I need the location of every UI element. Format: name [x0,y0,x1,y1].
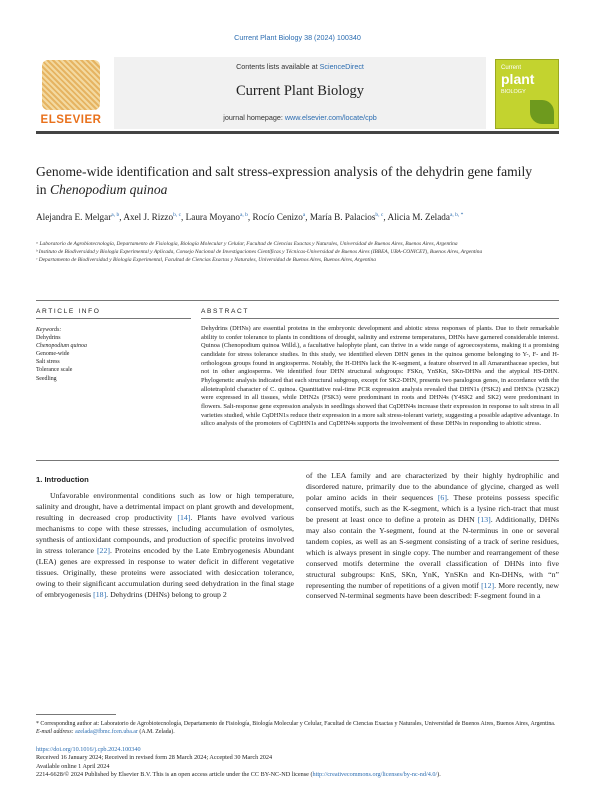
email-suffix: (A.M. Zelada). [137,729,175,736]
affiliation-a: ᵃ Laboratorio de Agrobiotecnología, Departamento de Fisiología, Biología Molecular y Celular, Facultad de Ciencias Exactas y Naturales, Universidad de Buenos Aires, Buenos Aires, Argentina [36,241,458,247]
affiliations [36,240,559,264]
text-run: . More recently, new conserved N-terminal segments have been described: F-segment found in a [306,580,559,601]
keyword: Seedling [36,375,57,382]
author [253,212,310,222]
author [387,212,463,222]
leaf-icon [530,100,554,124]
author-name[interactable]: Alicia M. Zelada [387,212,450,223]
author-affiliation-marks[interactable]: a, b, * [449,212,464,218]
author [310,212,388,222]
intro-paragraph [36,491,294,601]
email-label: E-mail address: [36,729,76,736]
author-separator: , [181,212,186,223]
citation-link[interactable]: [13] [477,514,491,524]
abstract-heading: ABSTRACT [201,308,249,315]
citation-link[interactable]: [6] [437,492,447,502]
author-name[interactable]: Laura Moyano [185,212,240,223]
elsevier-wordmark: ELSEVIER [40,114,102,126]
license-line [36,771,559,779]
abstract-text: Dehydrins (DHNs) are essential proteins in the embryonic development and abiotic stress responses of plants. Due to their remarkable ability to confer tolerance to plants in conditions of drought, salinity and extreme temperatures, DHNs have garnered considerable interest. Quinoa (Chenopodium quinoa Willd.), a facultative halophyte plant, can thrive in a wide range of agroecosystems, making it a promising candidate for stress tolerance studies. In this study, we identified eleven DHN genes in the quinoa genome belonging to Y-, F- and H-orthologous groups found in angiosperms. Notably, the H-DHNs lack the K-segment, a feature observed in all Amaranthaceae species, but not in other angiosperms. We identified four DHN structural subgroups: FSKn, YnSKn, SKn-DHNs and the atypical HS-DHN. Phylogenetic analysis indicated that each structural subgroup, except for SK2-DHN, presents two paralogous genes, in accordance with the allotetraploid character of C. quinoa. Quantitative real-time PCR expression analysis revealed that DHN1s (FSK2) and DHN3s (Y2SK2) were expressed in all tissues, while DHN2s (FSK3) were predominant in roots and DHN4s (Y4SK2 and SK2) were predominant in flowers. Salt-response gene expression analysis in seedlings showed that CqDHN4s increase their expression in response to salt stress in all varieties studied, while CqDHN1s reduce their expression in a more salt stress-tolerant variety, suggesting a possible adaptive advantage. In silico analysis of the promoters of CqDHN1s and CqDHN4s supports the involvement of these DHNs in responding to abiotic stress. [201,325,559,428]
elsevier-tree-icon [42,60,100,110]
author-affiliation-marks[interactable]: b, c [375,212,384,218]
license-prefix: 2214-6628/© 2024 Published by Elsevier B.V. This is an open access article under the CC BY-NC-ND license ( [36,771,313,779]
footnote [36,720,559,737]
keyword: Salt stress [36,359,60,366]
author-affiliation-marks[interactable]: a, b [239,212,248,218]
divider-abstract [201,318,559,319]
keyword: Chenopodium quinoa [36,343,87,350]
cover-text-current: Current [501,65,522,71]
journal-masthead [36,57,559,134]
author [36,212,123,222]
received-dates: Received 16 January 2024; Received in revised form 28 March 2024; Accepted 30 March 2024 [36,754,273,762]
corresponding-author-note: * Corresponding author at: Laboratorio de Agrobiotecnología, Departamento de Fisiología, Biología Molecular y Celular, Facultad de Ciencias Exactas y Naturales, Universidad de Buenos Aires, Buenos Aires, Argentina. [36,721,556,727]
author-separator: , [119,212,124,223]
citation-link[interactable]: [22] [96,545,110,555]
keywords-block [36,326,186,383]
affiliation-c: ᶜ Departamento de Biodiversidad y Biología Experimental, Facultad de Ciencias Exactas y Naturales, Universidad de Buenos Aires, Buenos Aires, Argentina [36,257,376,264]
author-list [36,208,556,224]
elsevier-logo[interactable] [36,57,106,129]
text-run: . Plants have evolved various mechanisms to cope with these stresses, including accumulation of osmolytes, synthesis of antioxidant compounds, and production of specific proteins involved in stress tolerance [36,512,294,555]
text-run: . Additionally, DHNs may also contain the Y-segment, found at the N-terminus in one or several tandem copies, as well as an S-segment consisting of a track of serine residues, which is always present in single copy. The number and rearrangement of these conserved motifs determine the overall classification of DHNs into five structural subgroups: KnS, SKn, YnK, YnSKn and Kn-DHNs, with “n” representing the number of repetitions of a given motif [306,514,559,590]
text-run: . Proteins encoded by the Late Embryogenesis Abundant (LEA) genes are expressed in response to water deficit in different vegetative tissues. Originally, these proteins were associated with desiccation tolerance, owing to their significant accumulation during seed dehydration in the final stage of embryogenesis [36,545,294,599]
author-name[interactable]: María B. Palacios [309,212,376,223]
journal-homepage [114,113,486,122]
author-separator: , [383,212,388,223]
author [123,212,185,222]
author [186,212,253,222]
masthead-center [114,57,486,129]
author-name[interactable]: Axel J. Rizzo [123,212,174,223]
keyword: Genome-wide [36,351,70,358]
author-name[interactable]: Alejandra E. Melgar [36,212,112,223]
keywords-label: Keywords: [36,327,62,333]
section-heading-introduction: 1. Introduction [36,475,89,484]
citation-link[interactable]: [14] [177,512,191,522]
keyword: Dehydrins [36,335,61,342]
article-metadata [36,746,559,780]
license-suffix: ). [437,771,441,779]
divider-top [36,300,559,301]
available-online: Available online 1 April 2024 [36,762,110,770]
author-affiliation-marks[interactable]: a [302,212,306,218]
author-name[interactable]: Rocío Cenizo [252,212,303,223]
keyword: Tolerance scale [36,367,73,374]
article-title-species: Chenopodium quinoa [49,182,168,197]
contents-available [114,62,486,71]
journal-cover-thumbnail[interactable] [495,59,559,129]
article-info-heading: ARTICLE INFO [36,308,101,315]
email-line [36,728,559,736]
license-link[interactable]: http://creativecommons.org/licenses/by-nc-nd/4.0/ [312,771,438,779]
email-link[interactable]: azelada@fbmc.fcen.uba.ar [75,729,138,736]
divider-article-info [36,318,191,319]
sciencedirect-link[interactable]: ScienceDirect [319,62,364,71]
journal-title: Current Plant Biology [235,83,365,99]
body-column-left [36,491,294,601]
homepage-link[interactable]: www.elsevier.com/locate/cpb [284,113,377,122]
footnote-divider [36,714,116,715]
homepage-prefix: journal homepage: [223,113,285,122]
doi-link[interactable]: https://doi.org/10.1016/j.cpb.2024.100340 [36,746,141,753]
contents-prefix: Contents lists available at [236,62,320,71]
text-run: of the LEA family and are characterized by their highly hydrophilic and disordered nature, primarily due to the abundance of glycine, charged as well polar amino acids in their sequences [306,471,559,502]
article-title [36,163,536,199]
affiliation-b: ᵇ Instituto de Biodiversidad y Biología Experimental y Aplicada, Consejo Nacional de Investigaciones Científicas y Técnicas-Universidad de Buenos Aires (IBBEA, UBA-CONICET), Buenos Aires, Argentina [36,249,483,256]
citation-link[interactable]: [18] [93,589,107,599]
author-separator: , [305,212,310,223]
text-run: Unfavorable environmental conditions such as low or high temperature, salinity and drought, have a detrimental impact on plant growth and development, resulting in decreased crop productivity [36,491,294,522]
text-run: . These proteins possess specific conserved motifs, such as the K-segment, which is a lysine rich-tract that must be present at least once to define a protein as DHN [306,492,559,524]
author-separator: , [247,212,253,223]
author-affiliation-marks[interactable]: b, c [173,212,182,218]
article-title-main: Genome-wide identification and salt stress-expression analysis of the dehydrin gene family in [36,164,533,197]
cover-text-plant: plant [501,71,535,87]
text-run: . Dehydrins (DHNs) belong to group 2 [106,589,227,599]
divider-abstract-bottom [36,460,559,461]
cover-text-biology: BIOLOGY [501,89,526,95]
journal-reference[interactable]: Current Plant Biology 38 (2024) 100340 [234,33,361,42]
body-column-right [306,471,559,602]
intro-paragraph-continued [306,471,559,602]
citation-link[interactable]: [12] [481,580,495,590]
author-affiliation-marks[interactable]: a, b [111,212,120,218]
